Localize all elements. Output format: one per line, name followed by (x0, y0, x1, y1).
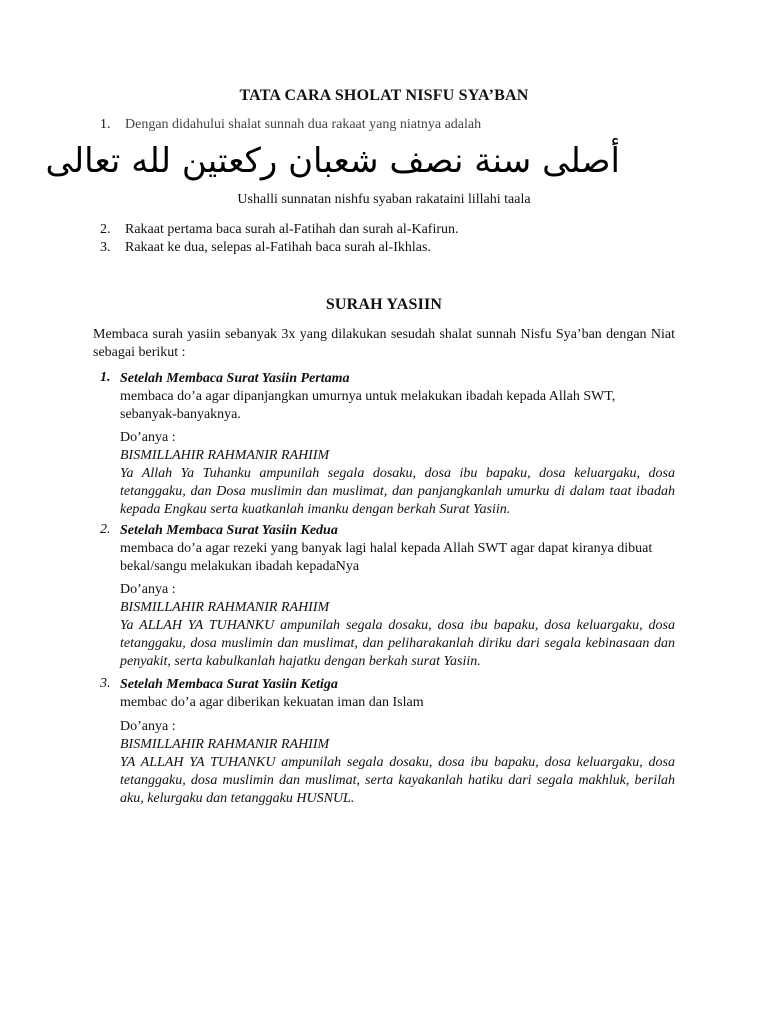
page-title: TATA CARA SHOLAT NISFU SYA’BAN (239, 87, 529, 104)
yasiin-number-2: 2. (100, 522, 111, 537)
doa-block-3 (120, 718, 675, 808)
step-number-1: 1. (100, 117, 111, 132)
yasiin-section-3 (120, 676, 675, 712)
transliteration: Ushalli sunnatan nishfu syaban rakataini lillahi taala (237, 192, 531, 207)
doa-text-2: Ya ALLAH YA TUHANKU ampunilah segala dosaku, dosa ibu bapaku, dosa keluargaku, dosa tetanggaku, dosa muslimin dan muslimat, dan peliharakanlah diriku dari segala kebinasaan dan penyakit, serta kabulkanlah hajatku dengan berkah surat Yasiin. (120, 618, 675, 669)
yasiin-number-3: 3. (100, 676, 111, 691)
yasiin-number-1: 1. (100, 370, 111, 385)
yasiin-heading-3: Setelah Membaca Surat Yasiin Ketiga (120, 677, 338, 692)
doa-text-1: Ya Allah Ya Tuhanku ampunilah segala dosaku, dosa ibu bapaku, dosa keluargaku, dosa tetanggaku, dan Dosa muslimin dan muslimat, dan panjangkanlah umurku di dalam taat ibadah kepada Engkau serta kuatkanlah imanku dengan berkah Surat Yasiin. (120, 466, 675, 517)
section-title: SURAH YASIIN (325, 296, 443, 313)
yasiin-desc-3: membac do’a agar diberikan kekuatan iman dan Islam (120, 695, 424, 710)
arabic-niat-text: أصلى سنة نصف شعبان ركعتين لله تعالى (45, 141, 620, 181)
yasiin-heading-1: Setelah Membaca Surat Yasiin Pertama (120, 371, 350, 386)
step-text-2: Rakaat pertama baca surah al-Fatihah dan surah al-Kafirun. (125, 222, 459, 237)
step-number-2: 2. (100, 222, 111, 237)
yasiin-desc-2: membaca do’a agar rezeki yang banyak lagi halal kepada Allah SWT agar dapat kiranya dibuat bekal/sangu melakukan ibadah kepadaNya (120, 541, 653, 574)
doa-label-1: Do’anya : (120, 430, 176, 445)
step-text-3: Rakaat ke dua, selepas al-Fatihah baca surah al-Ikhlas. (125, 240, 431, 255)
doa-block-2 (120, 581, 675, 671)
bismillah-2: BISMILLAHIR RAHMANIR RAHIIM (120, 600, 330, 615)
doa-block-1 (120, 429, 675, 519)
step-number-3: 3. (100, 240, 111, 255)
yasiin-desc-1: membaca do’a agar dipanjangkan umurnya untuk melakukan ibadah kepada Allah SWT, sebanyak-banyaknya. (120, 389, 616, 422)
doa-label-3: Do’anya : (120, 719, 176, 734)
bismillah-3: BISMILLAHIR RAHMANIR RAHIIM (120, 737, 330, 752)
doa-text-3: YA ALLAH YA TUHANKU ampunilah segala dosaku, dosa ibu bapaku, dosa keluargaku, dosa tetanggaku, dosa muslimin dan muslimat, serta kayakanlah hatiku dari segala makhluk, berilah aku, kelurgaku dan tetanggaku HUSNUL. (120, 755, 675, 806)
yasiin-heading-2: Setelah Membaca Surat Yasiin Kedua (120, 523, 338, 538)
bismillah-1: BISMILLAHIR RAHMANIR RAHIIM (120, 448, 330, 463)
yasiin-section-2 (120, 522, 675, 576)
step-text-1: Dengan didahului shalat sunnah dua rakaat yang niatnya adalah (125, 117, 482, 132)
intro-paragraph: Membaca surah yasiin sebanyak 3x yang dilakukan sesudah shalat sunnah Nisfu Sya’ban dengan Niat sebagai berikut : (93, 327, 675, 360)
doa-label-2: Do’anya : (120, 582, 176, 597)
yasiin-section-1 (120, 370, 675, 424)
